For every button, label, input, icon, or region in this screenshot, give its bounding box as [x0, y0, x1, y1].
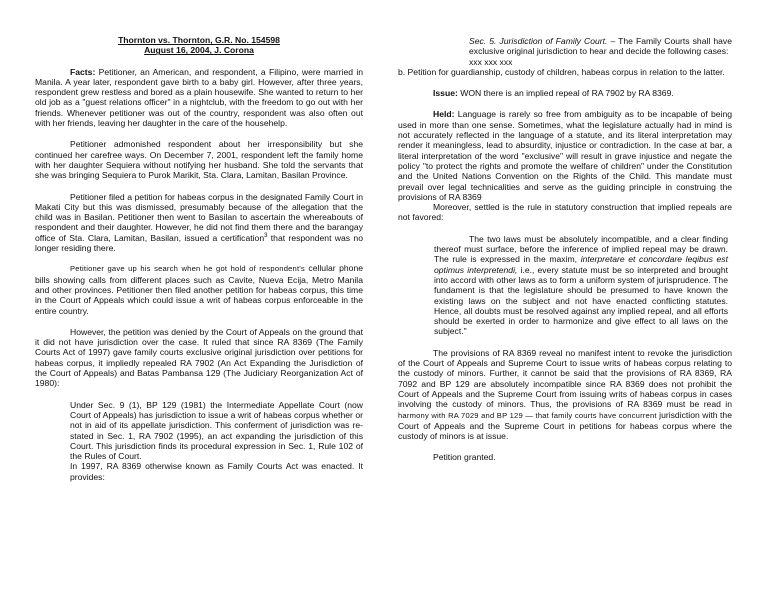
facts-text-4-small: Petitioner gave up his search when he got hold of respondent's: [70, 264, 305, 274]
held-paragraph-2: Moreover, settled is the rule in statutory construction that implied repeals are not favored:: [398, 202, 732, 223]
issue-paragraph: [398, 88, 732, 98]
sec5-xxx: xxx xxx xxx: [469, 56, 513, 67]
facts-paragraph-5: However, the petition was denied by the Court of Appeals on the ground that it did not have jurisdiction over the case. It ruled that since RA 8369 (The Family Courts Act of 1997) gave family courts exclusive original jurisdiction over petitions for habeas corpus, it impliedly repealed RA 7902 (An Act Expanding the Jurisdiction of the Court of Appeals) and Batas Pambansa 129 (The Judiciary Reorganization Act of 1980):: [35, 326, 363, 389]
issue-text: WON there is an implied repeal of RA 7902 by RA 8369.: [457, 88, 674, 99]
quote-text-b: i.e., every statute must be so interpreted and brought into accord with other laws as to form a uniform system of jurisprudence. The fundament is that the legislature should be presumed to have known the existing laws on the subject and not have enacted conflicting statutes. Hence, all doubts must be resolved against any implied repeal, and all efforts should be exerted in order to harmonize and give effect to all laws on the subject.": [434, 264, 729, 337]
issue-label: Issue:: [433, 88, 458, 99]
facts-paragraph-2: Petitioner admonished respondent about her irresponsibility but she continued her carefree ways. On December 7, 2001, respondent left the family home with her daughter Sequiera without notifying her husband. She told the servants that she was bringing Sequiera to Purok Marikit, Sta. Clara, Lamitan, Basilan Province.: [35, 139, 363, 181]
facts-paragraph-4: [35, 263, 363, 315]
provisions-text-a: The provisions of RA 8369 reveal no manifest intent to revoke the jurisdiction of the Court of Appeals and Supreme Court to issue writs of habeas corpus relating to the custody of minors. Further, it cannot be said that the provisions of RA 8369, RA 7092 and BP 129 are absolutely incompatible since RA 8369 does not prohibit the Court of Appeals and the Supreme Court from issuing writs of habeas corpus in cases involving the custody of minors. Thus, the provisions of RA 8369 must be read in: [398, 347, 732, 410]
quote-maxim: interpretare et concordare leqibus est optimus interpretendi,: [434, 254, 728, 275]
quoted-paragraph-1: Under Sec. 9 (1), BP 129 (1981) the Intermediate Appellate Court (now Court of Appeals) has jurisdiction to issue a writ of habeas corpus whether or not in aid of its appellate jurisdiction. This conferment of jurisdiction was re-stated in Sec. 1, RA 7902 (1995), an act expanding the jurisdiction of this Court. This jurisdiction finds its procedural expression in Sec. 1, Rule 102 of the Rules of Court.: [70, 399, 363, 462]
left-column: [35, 35, 363, 482]
provisions-paragraph: [398, 348, 732, 442]
facts-label: Facts:: [70, 66, 96, 77]
held-text: Language is rarely so free from ambiguity as to be incapable of being used in more than one sense. Sometimes, what the legislature actually had in mind is not accurately reflected in the language of a statute, and its literal interpretation may render it meaningless, lead to absurdity, injustice or contradiction. In the case at bar, a literal interpretation of the word "exclusive" will result in grave injustice and negate the policy "to protect the rights and promote the welfare of children" under the Constitution and the United Nations Convention on the Rights of the Child. This mandate must prevail over legal technicalities and serve as the guiding principle in construing the provisions of RA 8369: [398, 109, 732, 202]
provisions-text-b: jurisdiction with the Court of Appeals and the Supreme Court in petitions for habeas corpus where the custody of minors is at issue.: [398, 409, 732, 442]
sec5-title: Sec. 5. Jurisdiction of Family Court.: [469, 36, 608, 46]
facts-text-3-end: that respondent was no longer residing there.: [35, 232, 363, 254]
quote-text-a: The two laws must be absolutely incompatible, and a clear finding thereof must surface, before the inference of implied repeal may be drawn. The rule is expressed in the maxim,: [434, 233, 728, 265]
facts-paragraph-3: [35, 192, 363, 254]
right-column: [398, 36, 732, 463]
sec5-paragraph: [469, 36, 732, 57]
held-paragraph: [398, 109, 732, 202]
sec5-item-b: b. Petition for guardianship, custody of children, habeas corpus in relation to the latter.: [398, 66, 725, 77]
case-date: August 16, 2004, J. Corona: [144, 45, 254, 56]
facts-text-1: Petitioner, an American, and respondent, a Filipino, were married in Manila. A year later, respondent gave birth to a baby girl. However, after three years, respondent grew restless and bored as a plain housewife. She wanted to return to her old job as a "guest relations officer" in a nightclub, with the freedom to go out with her friends. Whenever petitioner was out of the country, respondent was also often out with her friends, leaving her daughter in the care of the househelp.: [35, 66, 364, 129]
provisions-text-small: harmony with RA 7029 and BP 129 — that family courts have concurrent: [398, 410, 657, 420]
held-label: Held:: [433, 109, 455, 120]
quoted-paragraph-2: In 1997, RA 8369 otherwise known as Family Courts Act was enacted. It provides:: [70, 461, 363, 482]
sec5-text: – The Family Courts shall have exclusive original jurisdiction to hear and decide the following cases:: [469, 36, 732, 57]
petition-granted: Petition granted.: [433, 452, 496, 463]
facts-paragraph-1: [35, 67, 363, 129]
facts-text-4: cellular phone bills showing calls from different places such as Cavite, Nueva Ecija, Metro Manila and other provinces. Petitioner then filed another petition for habeas corpus, this time in the Court of Appeals which could issue a writ of habeas corpus enforceable in the entire country.: [35, 263, 363, 316]
facts-text-3: Petitioner filed a petition for habeas corpus in the designated Family Court in Makati City but this was dismissed, presumably because of the allegation that the child was in Basilan. Petitioner then went to Basilan to ascertain the whereabouts of respondent and their daughter. However, he did not find them there and the barangay office of Sta. Clara, Lamitan, Basilan, issued a certification: [35, 191, 363, 243]
footnote-marker: 3: [264, 232, 268, 239]
case-title: Thornton vs. Thornton, G.R. No. 154598: [118, 35, 280, 45]
implied-repeal-quote: [434, 234, 728, 337]
